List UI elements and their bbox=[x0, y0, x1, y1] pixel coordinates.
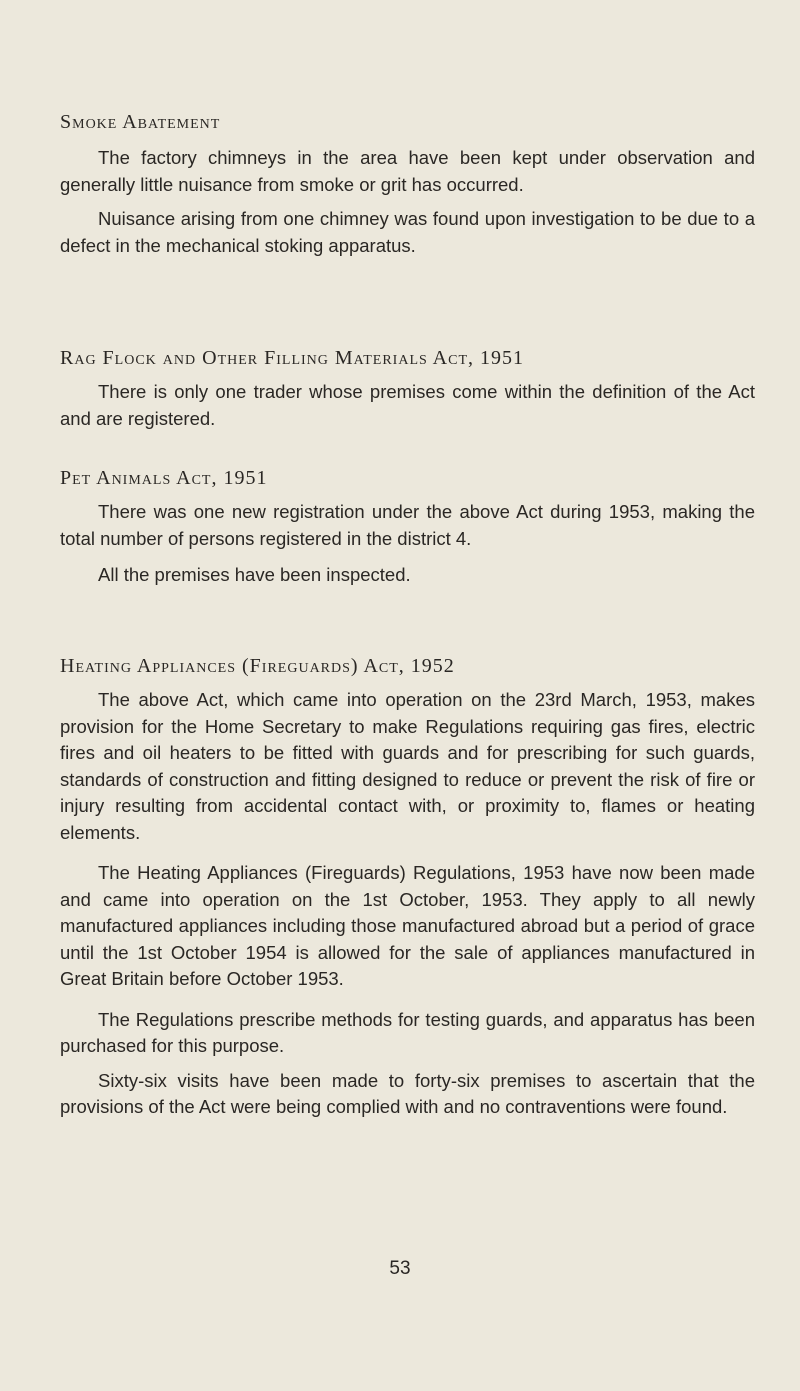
section-smoke-abatement bbox=[60, 109, 755, 259]
page-number: 53 bbox=[389, 1258, 411, 1279]
paragraph: There was one new registration under the above Act during 1953, making the total number of persons registered in the district 4. bbox=[60, 501, 755, 549]
section-rag-flock-act bbox=[60, 345, 755, 432]
paragraph: The factory chimneys in the area have been kept under observation and generally little nuisance from smoke or grit has occurred. bbox=[60, 147, 755, 195]
section-heating-appliances-act bbox=[60, 653, 755, 1121]
paragraph: Sixty-six visits have been made to forty-six premises to ascertain that the provisions of the Act were being complied with and no contraventions were found. bbox=[60, 1069, 755, 1117]
section-heading: Smoke Abatement bbox=[60, 111, 221, 133]
paragraph: The above Act, which came into operation on the 23rd March, 1953, makes provision for the Home Secretary to make Regulations requiring gas fires, electric fires and oil heaters to be fitted with guards and for prescribing for such guards, standards of construction and fitting designed to reduce or prevent the risk of fire or injury resulting from accidental contact with, or proximity to, flames or heating elements. bbox=[60, 689, 755, 843]
paragraph: There is only one trader whose premises come within the definition of the Act and are registered. bbox=[60, 381, 755, 429]
paragraph: All the premises have been inspected. bbox=[98, 564, 411, 585]
section-heading: Rag Flock and Other Filling Materials Act, 1951 bbox=[60, 347, 525, 369]
paragraph: The Heating Appliances (Fireguards) Regulations, 1953 have now been made and came into operation on the 1st October, 1953. They apply to all newly manufactured appliances including those manufactured abroad but a period of grace until the 1st October 1954 is allowed for the sale of appliances manufactured in Great Britain before October 1953. bbox=[60, 862, 755, 989]
paragraph: The Regulations prescribe methods for testing guards, and apparatus has been purchased for this purpose. bbox=[60, 1008, 755, 1056]
section-heading: Heating Appliances (Fireguards) Act, 1952 bbox=[60, 655, 455, 677]
paragraph: Nuisance arising from one chimney was found upon investigation to be due to a defect in the mechanical stoking apparatus. bbox=[60, 208, 755, 256]
section-heading: Pet Animals Act, 1951 bbox=[60, 467, 268, 489]
section-pet-animals-act bbox=[60, 465, 755, 589]
